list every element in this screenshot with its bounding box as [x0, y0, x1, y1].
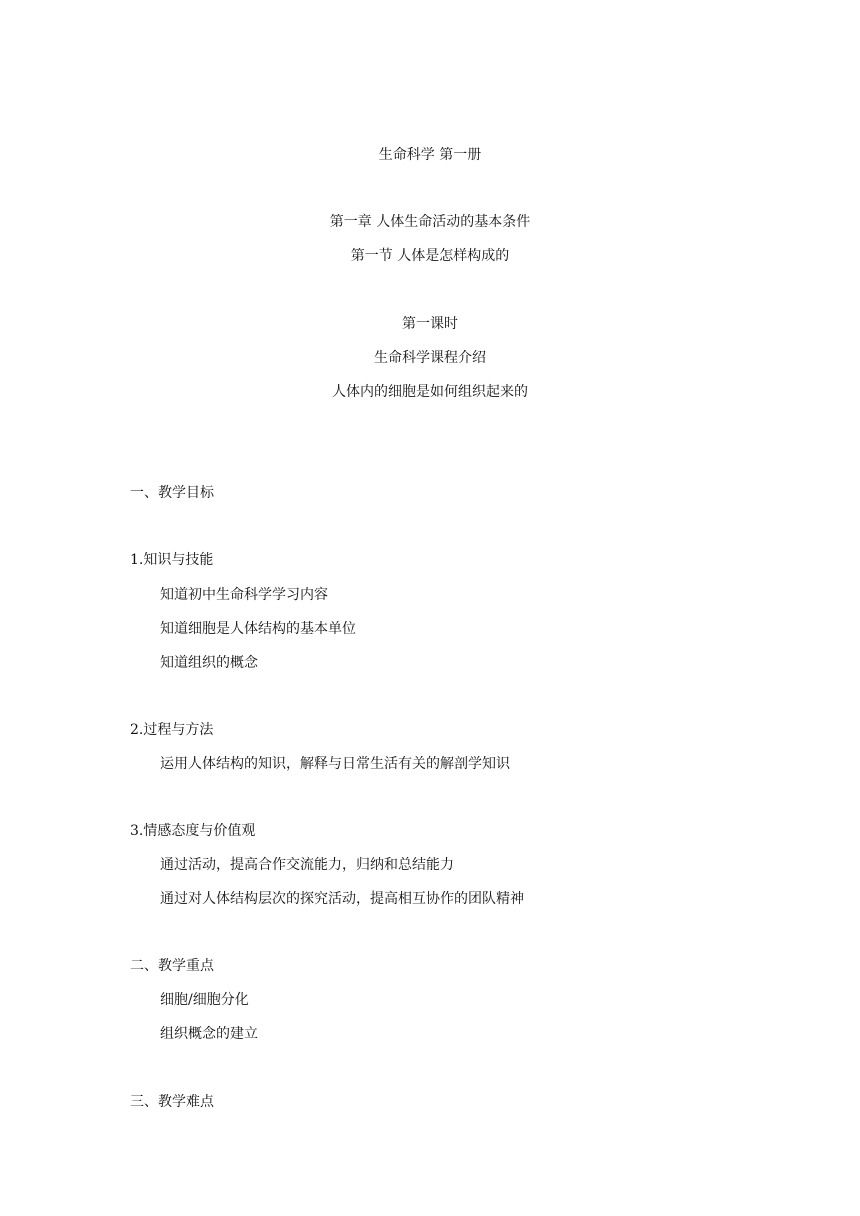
knowledge-item: 知道组织的概念 — [160, 655, 258, 671]
book-title: 生命科学 第一册 — [378, 147, 482, 163]
chapter-title: 第一章 人体生命活动的基本条件 — [329, 214, 531, 230]
attitude-item: 通过对人体结构层次的探究活动，提高相互协作的团队精神 — [160, 891, 524, 907]
attitude-item: 通过活动，提高合作交流能力，归纳和总结能力 — [160, 857, 454, 873]
topic-title-2: 人体内的细胞是如何组织起来的 — [332, 384, 528, 400]
knowledge-item: 知道初中生命科学学习内容 — [160, 587, 328, 603]
key-point-item: 细胞/细胞分化 — [160, 992, 249, 1008]
section-title: 第一节 人体是怎样构成的 — [350, 248, 510, 264]
knowledge-title: 1.知识与技能 — [130, 552, 214, 568]
difficulties-heading: 三、教学难点 — [130, 1094, 214, 1110]
attitude-title: 3.情感态度与价值观 — [130, 823, 256, 839]
key-point-item: 组织概念的建立 — [160, 1026, 258, 1042]
process-title: 2.过程与方法 — [130, 722, 214, 738]
goals-heading: 一、教学目标 — [130, 485, 214, 501]
process-item: 运用人体结构的知识，解释与日常生活有关的解剖学知识 — [160, 756, 510, 772]
topic-title-1: 生命科学课程介绍 — [374, 350, 486, 366]
knowledge-item: 知道细胞是人体结构的基本单位 — [160, 621, 356, 637]
lesson-title: 第一课时 — [402, 316, 458, 332]
key-points-heading: 二、教学重点 — [130, 958, 214, 974]
